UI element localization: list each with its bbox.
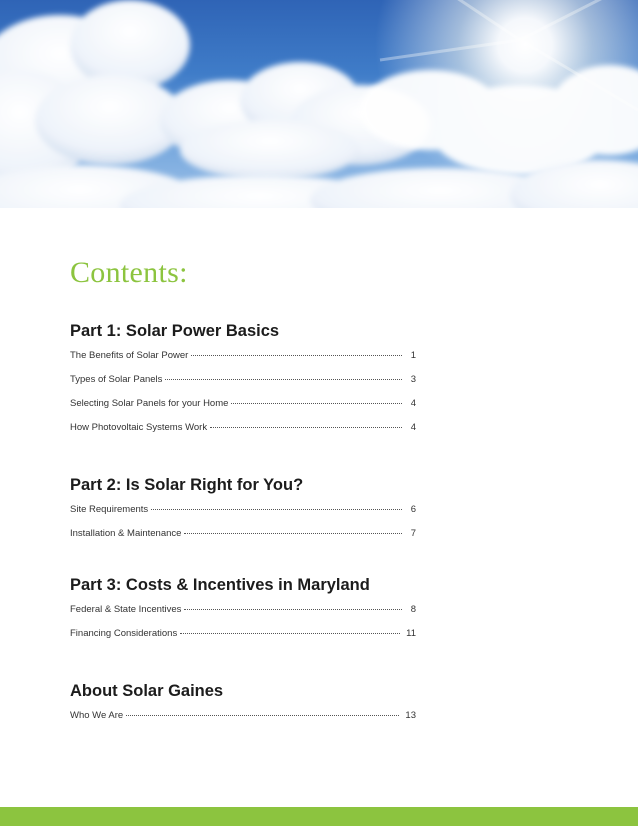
dot-leader <box>231 402 402 404</box>
toc-entry-benefits-of-solar-power[interactable] <box>70 350 416 362</box>
toc-entry-title: Financing Considerations <box>70 628 178 639</box>
toc-entry-federal-state-incentives[interactable] <box>70 604 416 616</box>
toc-entry-installation-maintenance[interactable] <box>70 528 416 540</box>
toc-entry-title: Who We Are <box>70 710 124 721</box>
toc-list <box>70 710 416 722</box>
toc-entry-title: Installation & Maintenance <box>70 528 182 539</box>
toc-page-number: 3 <box>410 374 416 385</box>
toc-part-3 <box>70 575 416 640</box>
part-heading: About Solar Gaines <box>70 682 224 700</box>
dot-leader <box>151 508 402 510</box>
toc-page-number: 4 <box>410 398 416 409</box>
toc-list <box>70 350 416 434</box>
toc-page-number: 8 <box>410 604 416 615</box>
toc-list <box>70 504 416 540</box>
toc-page-number: 11 <box>406 628 416 639</box>
dot-leader <box>184 532 402 534</box>
toc-page-number: 4 <box>410 422 416 433</box>
contents-title: Contents: <box>70 256 188 289</box>
dot-leader <box>180 632 400 634</box>
dot-leader <box>184 608 402 610</box>
sky-banner-image <box>0 0 638 208</box>
toc-page-number: 7 <box>410 528 416 539</box>
toc-entry-title: Selecting Solar Panels for your Home <box>70 398 229 409</box>
toc-entry-title: How Photovoltaic Systems Work <box>70 422 208 433</box>
toc-entry-selecting-solar-panels[interactable] <box>70 398 416 410</box>
table-of-contents <box>70 255 416 721</box>
dot-leader <box>210 426 402 428</box>
toc-entry-types-of-solar-panels[interactable] <box>70 374 416 386</box>
dot-leader <box>191 354 402 356</box>
part-heading: Part 1: Solar Power Basics <box>70 322 280 340</box>
part-heading: Part 3: Costs & Incentives in Maryland <box>70 576 370 594</box>
toc-part-2 <box>70 475 416 540</box>
toc-entry-financing-considerations[interactable] <box>70 628 416 640</box>
toc-page-number: 6 <box>410 504 416 515</box>
part-heading: Part 2: Is Solar Right for You? <box>70 476 304 494</box>
toc-list <box>70 604 416 640</box>
toc-entry-title: Federal & State Incentives <box>70 604 182 615</box>
dot-leader <box>126 714 399 716</box>
footer-accent-bar <box>0 807 638 826</box>
toc-entry-title: Site Requirements <box>70 504 149 515</box>
dot-leader <box>165 378 402 380</box>
toc-entry-title: The Benefits of Solar Power <box>70 350 189 361</box>
toc-page-number: 13 <box>405 710 416 721</box>
toc-entry-photovoltaic-systems[interactable] <box>70 422 416 434</box>
toc-part-about <box>70 681 416 722</box>
toc-part-1 <box>70 321 416 434</box>
toc-page-number: 1 <box>410 350 416 361</box>
toc-entry-site-requirements[interactable] <box>70 504 416 516</box>
toc-entry-who-we-are[interactable] <box>70 710 416 722</box>
toc-entry-title: Types of Solar Panels <box>70 374 163 385</box>
